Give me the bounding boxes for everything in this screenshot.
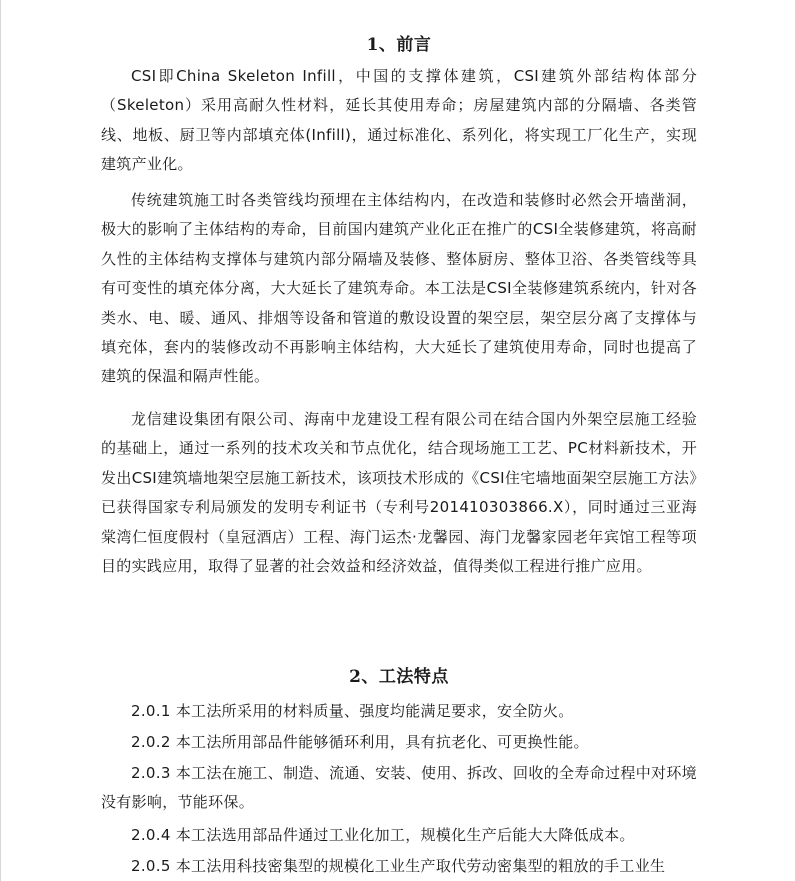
feature-item-2-0-5: 2.0.5 本工法用科技密集型的规模化工业生产取代劳动密集型的粗放的手工业生 xyxy=(131,857,666,875)
paragraph-company-development: 龙信建设集团有限公司、海南中龙建设工程有限公司在结合国内外架空层施工经验的基础上，通过一系列的技术攻关和节点优化，结合现场施工工艺、PC材料新技术，开发出CSI建筑墙地架空层施工新技术，该项技术形成的《CSI住宅墙地面架空层施工方法》已获得国家专利局颁发的发明专利证书（专利号201410303866.X），同时通过三亚海棠湾仁恒度假村（皇冠酒店）工程、海门运杰·龙馨园、海门龙馨家园老年宾馆工程等项目的实践应用，取得了显著的社会效益和经济效益，值得类似工程进行推广应用。 xyxy=(101,410,697,576)
paragraph-traditional-construction: 传统建筑施工时各类管线均预埋在主体结构内，在改造和装修时必然会开墙凿洞，极大的影响了主体结构的寿命，目前国内建筑产业化正在推广的CSI全装修建筑，将高耐久性的主体结构支撑体与建筑内部分隔墙及装修、整体厨房、整体卫浴、各类管线等具有可变性的填充体分离，大大延长了建筑寿命。本工法是CSI全装修建筑系统内，针对各类水、电、暖、通风、排烟等设备和管道的敷设设置的架空层，架空层分离了支撑体与填充体，套内的装修改动不再影响主体结构，大大延长了建筑使用寿命，同时也提高了建筑的保温和隔声性能。 xyxy=(101,191,697,386)
feature-item-2-0-1: 2.0.1 本工法所采用的材料质量、强度均能满足要求，安全防火。 xyxy=(131,702,574,720)
paragraph-csi-intro: CSI即China Skeleton Infill，中国的支撑体建筑，CSI建筑外部结构体部分（Skeleton）采用高耐久性材料，延长其使用寿命；房屋建筑内部的分隔墙、各类管线、地板、厨卫等内部填充体(Infill)，通过标准化、系列化，将实现工厂化生产，实现建筑产业化。 xyxy=(101,67,697,174)
feature-item-2-0-4: 2.0.4 本工法选用部品件通过工业化加工，规模化生产后能大大降低成本。 xyxy=(131,826,635,844)
section-title-features: 2、工法特点 xyxy=(349,667,449,687)
section-title-preface: 1、前言 xyxy=(366,35,432,55)
feature-item-2-0-2: 2.0.2 本工法所用部品件能够循环利用，具有抗老化、可更换性能。 xyxy=(131,733,589,751)
feature-item-2-0-3: 2.0.3 本工法在施工、制造、流通、安装、使用、拆改、回收的全寿命过程中对环境没有影响，节能环保。 xyxy=(101,764,697,812)
